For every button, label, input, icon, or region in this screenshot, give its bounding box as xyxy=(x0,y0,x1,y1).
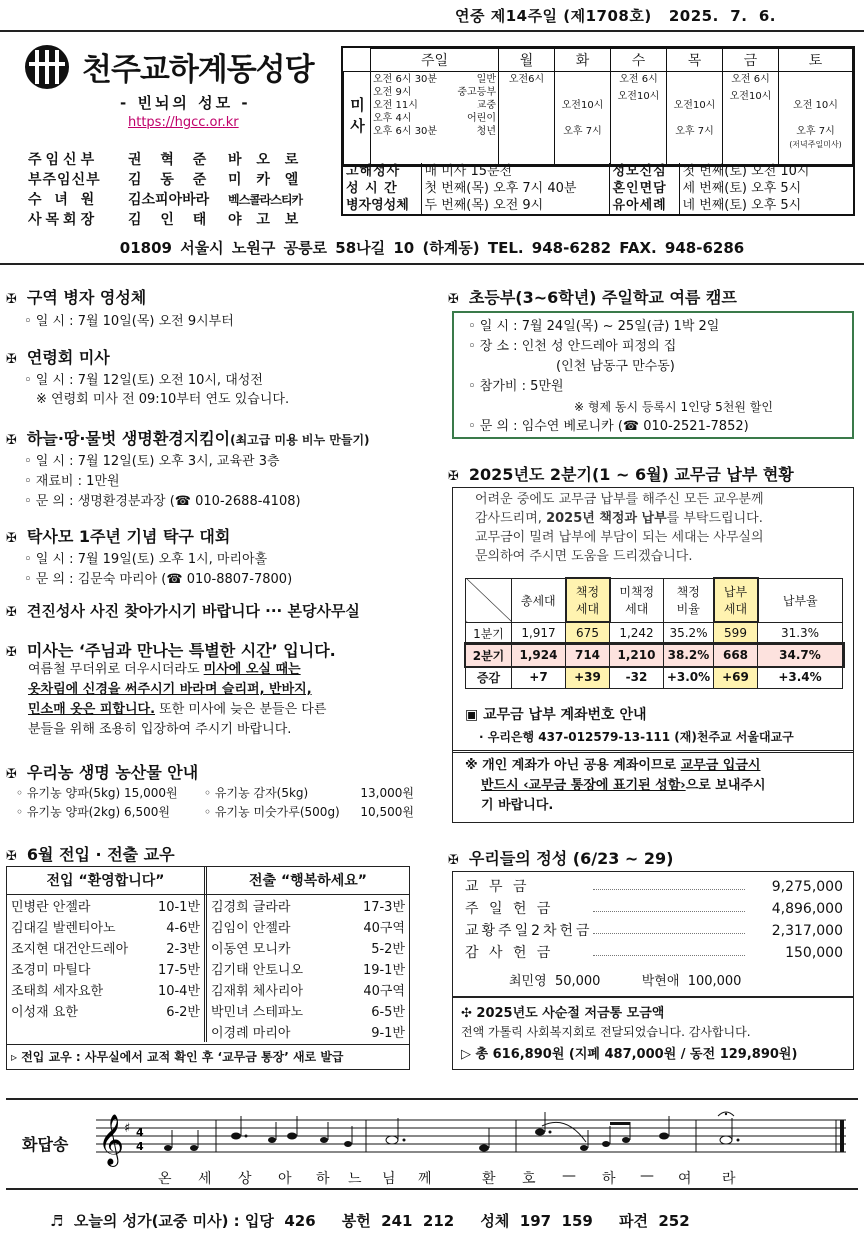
account-warning: ※ 개인 계좌가 아닌 공용 계좌이므로 교무금 입금시 반드시 ‹교무금 통장에 표기된 성함›으로 보내주시 기 바랍니다. xyxy=(465,758,766,813)
fund-total: ▷ 총 616,890원 (지폐 487,000원 / 동전 129,890원) xyxy=(461,1047,798,1062)
lyric-syllable: 세 xyxy=(198,1171,212,1187)
table-row: 민병란 안젤라 10-1반 xyxy=(11,900,200,915)
section-title: ✠ 탁사모 1주년 기념 탁구 대회 xyxy=(6,527,231,546)
table-row xyxy=(7,1021,206,1042)
cross-icon: ✠ xyxy=(6,292,17,307)
cross-icon: ✠ xyxy=(6,605,17,620)
table-row: 1분기 1,917 675 1,242 35.2% 599 31.3% xyxy=(466,622,843,644)
corner-cell xyxy=(466,578,512,622)
psalm-lyrics xyxy=(6,1168,858,1188)
psalm-section xyxy=(6,1098,858,1190)
produce-list xyxy=(16,784,414,822)
dues-table: 총세대 책정 세대 미책정 세대 책정 비율 납부 세대 납부율 1분기 1,917 675 1,242 35.2% 599 31.3% 2분기 1,924 714 1,210 38.2% 668 34.7% 증감 +7 +39 -32 +3.0% +69 +3.4% xyxy=(465,577,843,689)
cross-icon: ✠ xyxy=(6,767,17,782)
church-name: 천주교하계동성당 xyxy=(82,52,314,88)
lyric-syllable: — xyxy=(562,1168,576,1184)
list-item: 교 무 금 9,275,000 xyxy=(465,876,843,898)
table-row: 김경희 글라라 17-3반 xyxy=(211,900,405,915)
svg-text:𝄞: 𝄞 xyxy=(98,1114,125,1165)
account-title: ▣ 교무금 납부 계좌번호 안내 xyxy=(465,707,647,723)
lyric-syllable: 호 xyxy=(522,1171,536,1187)
table-row: 김재휘 체사리아 40구역 xyxy=(211,984,405,999)
section-title: ✠ 초등부(3~6학년) 주일학교 여름 캠프 xyxy=(448,288,737,307)
svg-text:♯: ♯ xyxy=(124,1121,131,1136)
table-row: 김임이 안젤라 40구역 xyxy=(211,921,405,936)
info-line: ◦ 문 의 : 생명환경분과장 (☎ 010-2688-4108) xyxy=(24,494,301,509)
wednesday-masses: 오전 6시 오전10시 xyxy=(611,72,667,165)
table-row: 이성재 요한 6-2반 xyxy=(11,1005,200,1020)
transfer-table xyxy=(6,866,410,1070)
church-logo-icon xyxy=(22,42,72,92)
address-rule xyxy=(0,263,864,265)
address-line: 01809 서울시 노원구 공릉로 58나길 10 (하계동) TEL. 948-6282 FAX. 948-6286 xyxy=(119,239,745,257)
transfer-in-header: 전입 “환영합니다” xyxy=(7,867,207,894)
sunday-masses: 오전 6시 30분 일반 오전 9시 중고등부 오전 11시 교중 오후 4시 어린이 오후 6시 30분 청년 xyxy=(371,72,499,165)
cross-icon: ✠ xyxy=(6,849,17,864)
cross-icon: ✠ xyxy=(448,853,459,868)
cross-icon: ✠ xyxy=(448,469,459,484)
table-row: 조경미 마틸다 17-5반 xyxy=(11,963,200,978)
svg-text:4: 4 xyxy=(136,1140,144,1153)
issue-line: 연중 제14주일 (제1708호) 2025. 7. 6. xyxy=(455,7,776,25)
section-title: ✠ 2025년도 2분기(1 ~ 6월) 교무금 납부 현황 xyxy=(448,465,794,484)
tuesday-masses: 오전10시 오후 7시 xyxy=(555,72,611,165)
patron-title: - 빈뇌의 성모 - xyxy=(120,94,251,112)
lyric-syllable: 하 xyxy=(316,1171,330,1187)
fund-line: 전액 가톨릭 사회복지회로 전달되었습니다. 감사합니다. xyxy=(461,1025,751,1039)
account-number: · 우리은행 437-012579-13-111 (재)천주교 서울대교구 xyxy=(479,730,794,744)
staff-row: 주임신부 권 혁 준 바 오 로 xyxy=(28,152,304,168)
list-item: 주 일 헌 금 4,896,000 xyxy=(465,898,843,920)
lyric-syllable: 느 xyxy=(348,1171,362,1187)
staff-row: 부주임신부 김 동 준 미 카 엘 xyxy=(28,172,304,188)
list-item: 교황주일2차헌금 2,317,000 xyxy=(465,920,843,942)
lyric-syllable: 라 xyxy=(722,1171,736,1187)
website-link[interactable]: https://hgcc.or.kr xyxy=(128,115,239,130)
table-row: 김기태 안토니오 19-1반 xyxy=(211,963,405,978)
list-item: ◦ 유기농 양파(5kg) 15,000원 ◦ 유기농 감자(5kg) 13,000원 xyxy=(16,786,414,800)
mass-label: 미사 xyxy=(344,72,371,165)
saturday-masses: 오전 10시 오후 7시 (저녁주일미사) xyxy=(779,72,853,165)
staff-list xyxy=(28,150,328,230)
lyric-syllable: 아 xyxy=(278,1171,292,1187)
list-item: 감 사 헌 금 150,000 xyxy=(465,942,843,964)
psalm-label: 화답송 xyxy=(22,1135,69,1154)
thursday-masses: 오전10시 오후 7시 xyxy=(667,72,723,165)
lyric-syllable: 하 xyxy=(602,1171,616,1187)
dues-box: 어려운 중에도 교무금 납부를 해주신 모든 교우분께 감사드리며, 2025년 책정과 납부를 부탁드립니다. 교무금이 밀려 납부에 부담이 되는 세대는 사무실의 문의하여 주시면 도움을 드리겠습니다. 총세대 책정 세대 미책정 세대 책정 비율 납부 세대 납부율 1분기 1,917 675 1,242 35.2% 599 31.3% 2분기 1,924 714 1,210 38.2% 668 34.7% 증감 +7 +39 -32 +3.0% +69 +3.4% ▣ 교무금 납부 계좌번호 안내 · 우리은행 437-012579-13-111 (재)천주교 서울대교구 ※ 개인 계좌가 아닌 공용 계좌이므로 교무금 입금시 반드시 ‹교무금 통장에 표기된 성함›으로 보내주시 기 바랍니다. xyxy=(452,487,854,823)
info-line: ◦ 재료비 : 1만원 xyxy=(24,474,120,489)
monday-masses: 오전6시 xyxy=(499,72,555,165)
info-line: ◦ 일 시 : 7월 19일(토) 오후 1시, 마리아홀 xyxy=(24,552,268,567)
section-title: ✠ 미사는 ‘주님과 만나는 특별한 시간’ 입니다. xyxy=(6,641,336,660)
svg-text:4: 4 xyxy=(136,1126,144,1139)
cross-icon: ✠ xyxy=(6,645,17,660)
transfer-out-header: 전출 “행복하세요” xyxy=(249,873,367,889)
list-item: ◦ 유기농 양파(2kg) 6,500원 ◦ 유기농 미숫가루(500g) 10,500원 xyxy=(16,805,414,819)
table-row: 증감 +7 +39 -32 +3.0% +69 +3.4% xyxy=(466,666,843,688)
table-row: 조지현 대건안드레아 2-3반 xyxy=(11,942,200,957)
section-title: ✠ 우리들의 정성 (6/23 ~ 29) xyxy=(448,849,674,868)
cross-icon: ✠ xyxy=(6,531,17,546)
table-row: 조태희 세자요한 10-4반 xyxy=(11,984,200,999)
mass-schedule: 주일 월 화 수 목 금 토 미사 오전 6시 30분 일반 오전 9시 중고등부 오전 11시 교중 오후 4시 어린이 오후 6시 30분 청년 오전6시 오전10시 오후 7시 오전 6시 오전10시 오전10시 오후 7시 오전 6시 오전10시 오전 10시 오후 7시 (저녁주일미사) xyxy=(341,46,855,167)
lyric-syllable: 께 xyxy=(418,1171,432,1187)
music-staff xyxy=(96,1108,846,1168)
table-row: 박민녀 스테파노 6-5반 xyxy=(211,1005,405,1020)
hymn-list: ♬ 오늘의 성가(교중 미사) : 입당 426 봉헌 241 212 성체 197 159 파견 252 xyxy=(50,1212,690,1230)
sacrament-schedule: 고해성사 매 미사 15분전 성모신심 첫 번째(토) 오전 10시 성 시 간 첫 번째(목) 오후 7시 40분 혼인면담 세 번째(토) 오후 5시 병자영성체 두 번째(목) 오전 9시 유아세례 네 번째(토) 오후 5시 xyxy=(341,163,855,216)
info-note: ※ 연령회 미사 전 09:10부터 연도 있습니다. xyxy=(36,392,290,407)
table-row: 2분기 1,924 714 1,210 38.2% 668 34.7% xyxy=(466,644,843,666)
info-line: ◦ 문 의 : 김문숙 마리아 (☎ 010-8807-7800) xyxy=(24,572,293,587)
section-title: ✠ 구역 병자 영성체 xyxy=(6,288,147,307)
table-row: 이경례 마리아 9-1반 xyxy=(211,1026,405,1041)
info-line: ◦ 일 시 : 7월 12일(토) 오후 3시, 교육관 3층 xyxy=(24,454,280,469)
table-row: 이동연 모니카 5-2반 xyxy=(211,942,405,957)
cross-icon: ✠ xyxy=(448,292,459,307)
mass-etiquette-text: 여름철 무더위로 더우시더라도 미사에 오실 때는 옷차림에 신경을 써주시기 바라며 슬리퍼, 반바지, 민소매 옷은 피합니다. 또한 미사에 늦은 분들은 다른 분들을 위해 조용히 입장하여 주시기 바랍니다. xyxy=(28,662,327,737)
lyric-syllable: — xyxy=(640,1168,654,1184)
section-title: ✠ 우리농 생명 농산물 안내 xyxy=(6,763,199,782)
transfer-note: ▹ 전입 교우 : 사무실에서 교적 확인 후 ‘교무금 통장’ 새로 발급 xyxy=(7,1044,409,1069)
staff-row: 수 녀 원 김소피아바라 벡스콜라스티카 xyxy=(28,192,303,208)
camp-box: ◦ 일 시 : 7월 24일(목) ~ 25일(금) 1박 2일 ◦ 장 소 : 인천 성 안드레아 피정의 집 (인천 남동구 만수동) ◦ 참가비 : 5만원 ※ 형제 동시 등록시 1인당 5천원 할인 ◦ 문 의 : 임수연 베로니카 (☎ 010-2521-7852) xyxy=(452,311,854,439)
section-title: ✠ 연령회 미사 xyxy=(6,348,110,367)
cross-icon: ✠ xyxy=(6,352,17,367)
lyric-syllable: 님 xyxy=(382,1171,396,1187)
donor-line: 최민영 50,000 박현애 100,000 xyxy=(509,974,742,989)
lyric-syllable: 온 xyxy=(158,1171,172,1187)
info-line: ◦ 일 시 : 7월 12일(토) 오전 10시, 대성전 xyxy=(24,373,263,388)
info-line: ◦ 일 시 : 7월 10일(목) 오전 9시부터 xyxy=(24,314,234,329)
cross-icon: ✠ xyxy=(6,433,17,448)
top-rule xyxy=(0,30,864,32)
lyric-syllable: 환 xyxy=(482,1171,496,1187)
section-title: ✠ 견진성사 사진 찾아가시기 바랍니다 ··· 본당사무실 xyxy=(6,602,360,620)
section-title: ✠ 하늘·땅·물벗 생명환경지킴이(최고급 미용 비누 만들기) xyxy=(6,429,370,448)
section-title: ✠ 6월 전입 · 전출 교우 xyxy=(6,845,175,864)
lyric-syllable: 상 xyxy=(238,1171,252,1187)
staff-row: 사목회장 김 인 태 야 고 보 xyxy=(28,212,304,228)
friday-masses: 오전 6시 오전10시 xyxy=(723,72,779,165)
fund-title: ✣ 2025년도 사순절 저금통 모금액 xyxy=(461,1006,665,1021)
table-row: 김대길 발렌티아노 4-6반 xyxy=(11,921,200,936)
offering-box xyxy=(452,871,854,1070)
lyric-syllable: 여 xyxy=(678,1171,692,1187)
